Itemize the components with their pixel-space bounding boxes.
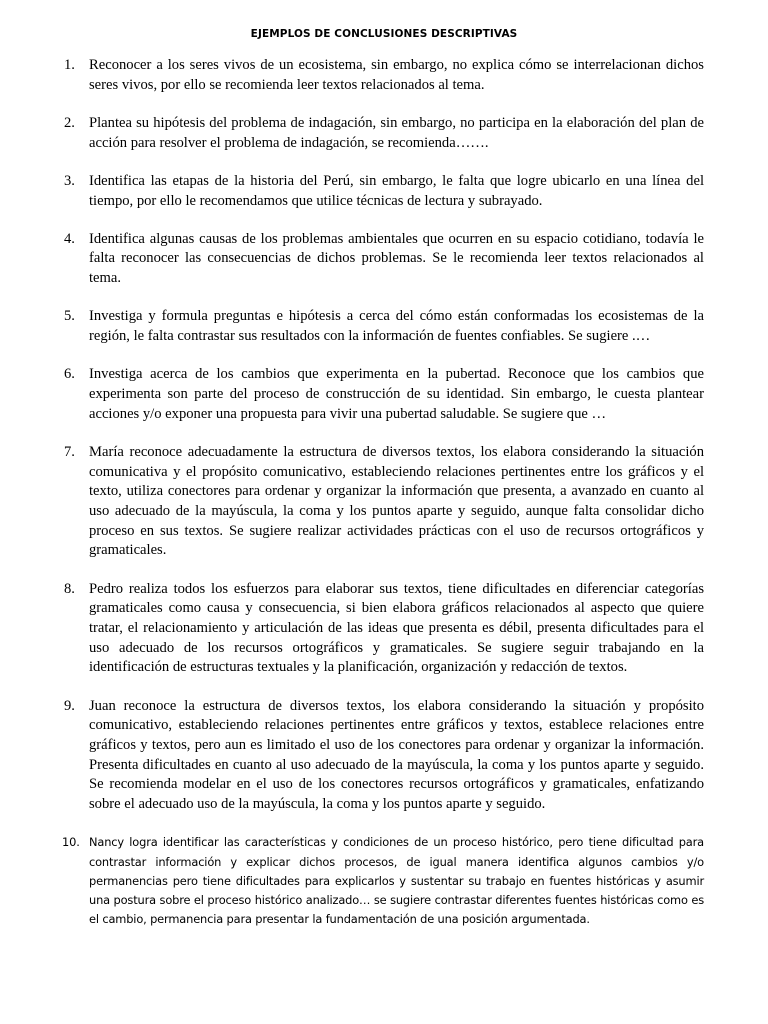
item-text: María reconoce adecuadamente la estructura de diversos textos, los elabora considerando la situación comunicativa y el propósito comunicativo, estableciendo relaciones pertinentes entre los gráficos y el texto, utiliza conectores para ordenar y organizar la información que presenta, a avanzado en cuanto al uso adecuado de la mayúscula, la coma y los puntos aparte y seguido, aunque falta consolidar dicho proceso en sus textos. Se sugiere realizar actividades prácticas con el uso de recursos ortográficos y gramaticales. — [89, 443, 704, 559]
list-item — [64, 114, 704, 153]
item-number: 7. — [64, 443, 75, 460]
item-number: 9. — [64, 697, 75, 714]
list-item — [64, 230, 704, 289]
page-title: EJEMPLOS DE CONCLUSIONES DESCRIPTIVAS — [250, 28, 518, 40]
list-item — [64, 833, 704, 929]
item-number: 1. — [64, 57, 75, 73]
item-number: 5. — [64, 308, 75, 325]
list-item — [64, 56, 704, 95]
item-text: Identifica algunas causas de los problemas ambientales que ocurren en su espacio cotidiano, todavía le falta reconocer las consecuencias de dichos problemas. Se le recomienda leer textos relacionados al tema. — [89, 230, 704, 287]
item-number: 8. — [64, 580, 75, 597]
item-text: Nancy logra identificar las características y condiciones de un proceso histórico, pero tiene dificultad para contrastar información y explicar dichos procesos, de igual manera identifica algunos cambios y/o permanencias pero tiene dificultades para explicarlos y sustentar su trabajo en fuentes históricas y asumir una postura sobre el proceso histórico analizado… se sugiere contrastar diferentes fuentes históricas como es el cambio, permanencia para presentar la fundamentación de una posición argumentada. — [89, 835, 704, 927]
list-item — [64, 580, 704, 679]
item-text: Reconocer a los seres vivos de un ecosistema, sin embargo, no explica cómo se interrelacionan dichos seres vivos, por ello se recomienda leer textos relacionados al tema. — [89, 57, 704, 93]
list-item — [64, 307, 704, 346]
item-number: 10. — [62, 835, 80, 850]
item-number: 3. — [64, 172, 75, 189]
item-text: Pedro realiza todos los esfuerzos para elaborar sus textos, tiene dificultades en diferenciar categorías gramaticales como causa y consecuencia, si bien elabora gráficos relacionados al aspecto que quiere tratar, el relacionamiento y articulación de las ideas que presenta es débil, presenta dificultades para el uso adecuado de los recursos ortográficos y gramaticales. Se sugiere seguir trabajando en la identificación de estructuras textuales y la planificación, organización y redacción de textos. — [89, 580, 704, 676]
item-number: 4. — [64, 230, 75, 247]
conclusions-list — [64, 56, 704, 948]
list-item — [64, 365, 704, 424]
item-text: Investiga acerca de los cambios que experimenta en la pubertad. Reconoce que los cambios que experimenta son parte del proceso de construcción de su identidad. Sin embargo, le cuesta plantear acciones y/o exponer una propuesta para vivir una pubertad saludable. Se sugiere que … — [89, 366, 704, 422]
item-number: 6. — [64, 366, 75, 383]
item-text: Identifica las etapas de la historia del Perú, sin embargo, le falta que logre ubicarlo en una línea del tiempo, por ello le recomendamos que utilice técnicas de lectura y subrayado. — [89, 172, 704, 209]
list-item — [64, 172, 704, 211]
list-item — [64, 443, 704, 561]
item-text: Juan reconoce la estructura de diversos textos, los elabora considerando la situación y propósito comunicativo, estableciendo relaciones pertinentes entre gráficos y textos, establece relaciones entre gráficos y textos, pero aun es limitado el uso de los conectores para ordenar y organizar la información. Presenta dificultades en cuanto al uso adecuado de la mayúscula, la coma y los puntos aparte y seguido. Se recomienda modelar en el uso de los conectores recursos ortográficos y gramaticales, enfatizando sobre el adecuado uso de la mayúscula, la coma y los puntos aparte y seguido. — [89, 697, 704, 813]
item-number: 2. — [64, 114, 75, 131]
item-text: Plantea su hipótesis del problema de indagación, sin embargo, no participa en la elaboración del plan de acción para resolver el problema de indagación, se recomienda……. — [89, 114, 704, 151]
list-item — [64, 697, 704, 815]
item-text: Investiga y formula preguntas e hipótesis a cerca del cómo están conformadas los ecosistemas de la región, le falta contrastar sus resultados con la información de fuentes confiables. Se sugiere .… — [89, 308, 704, 345]
